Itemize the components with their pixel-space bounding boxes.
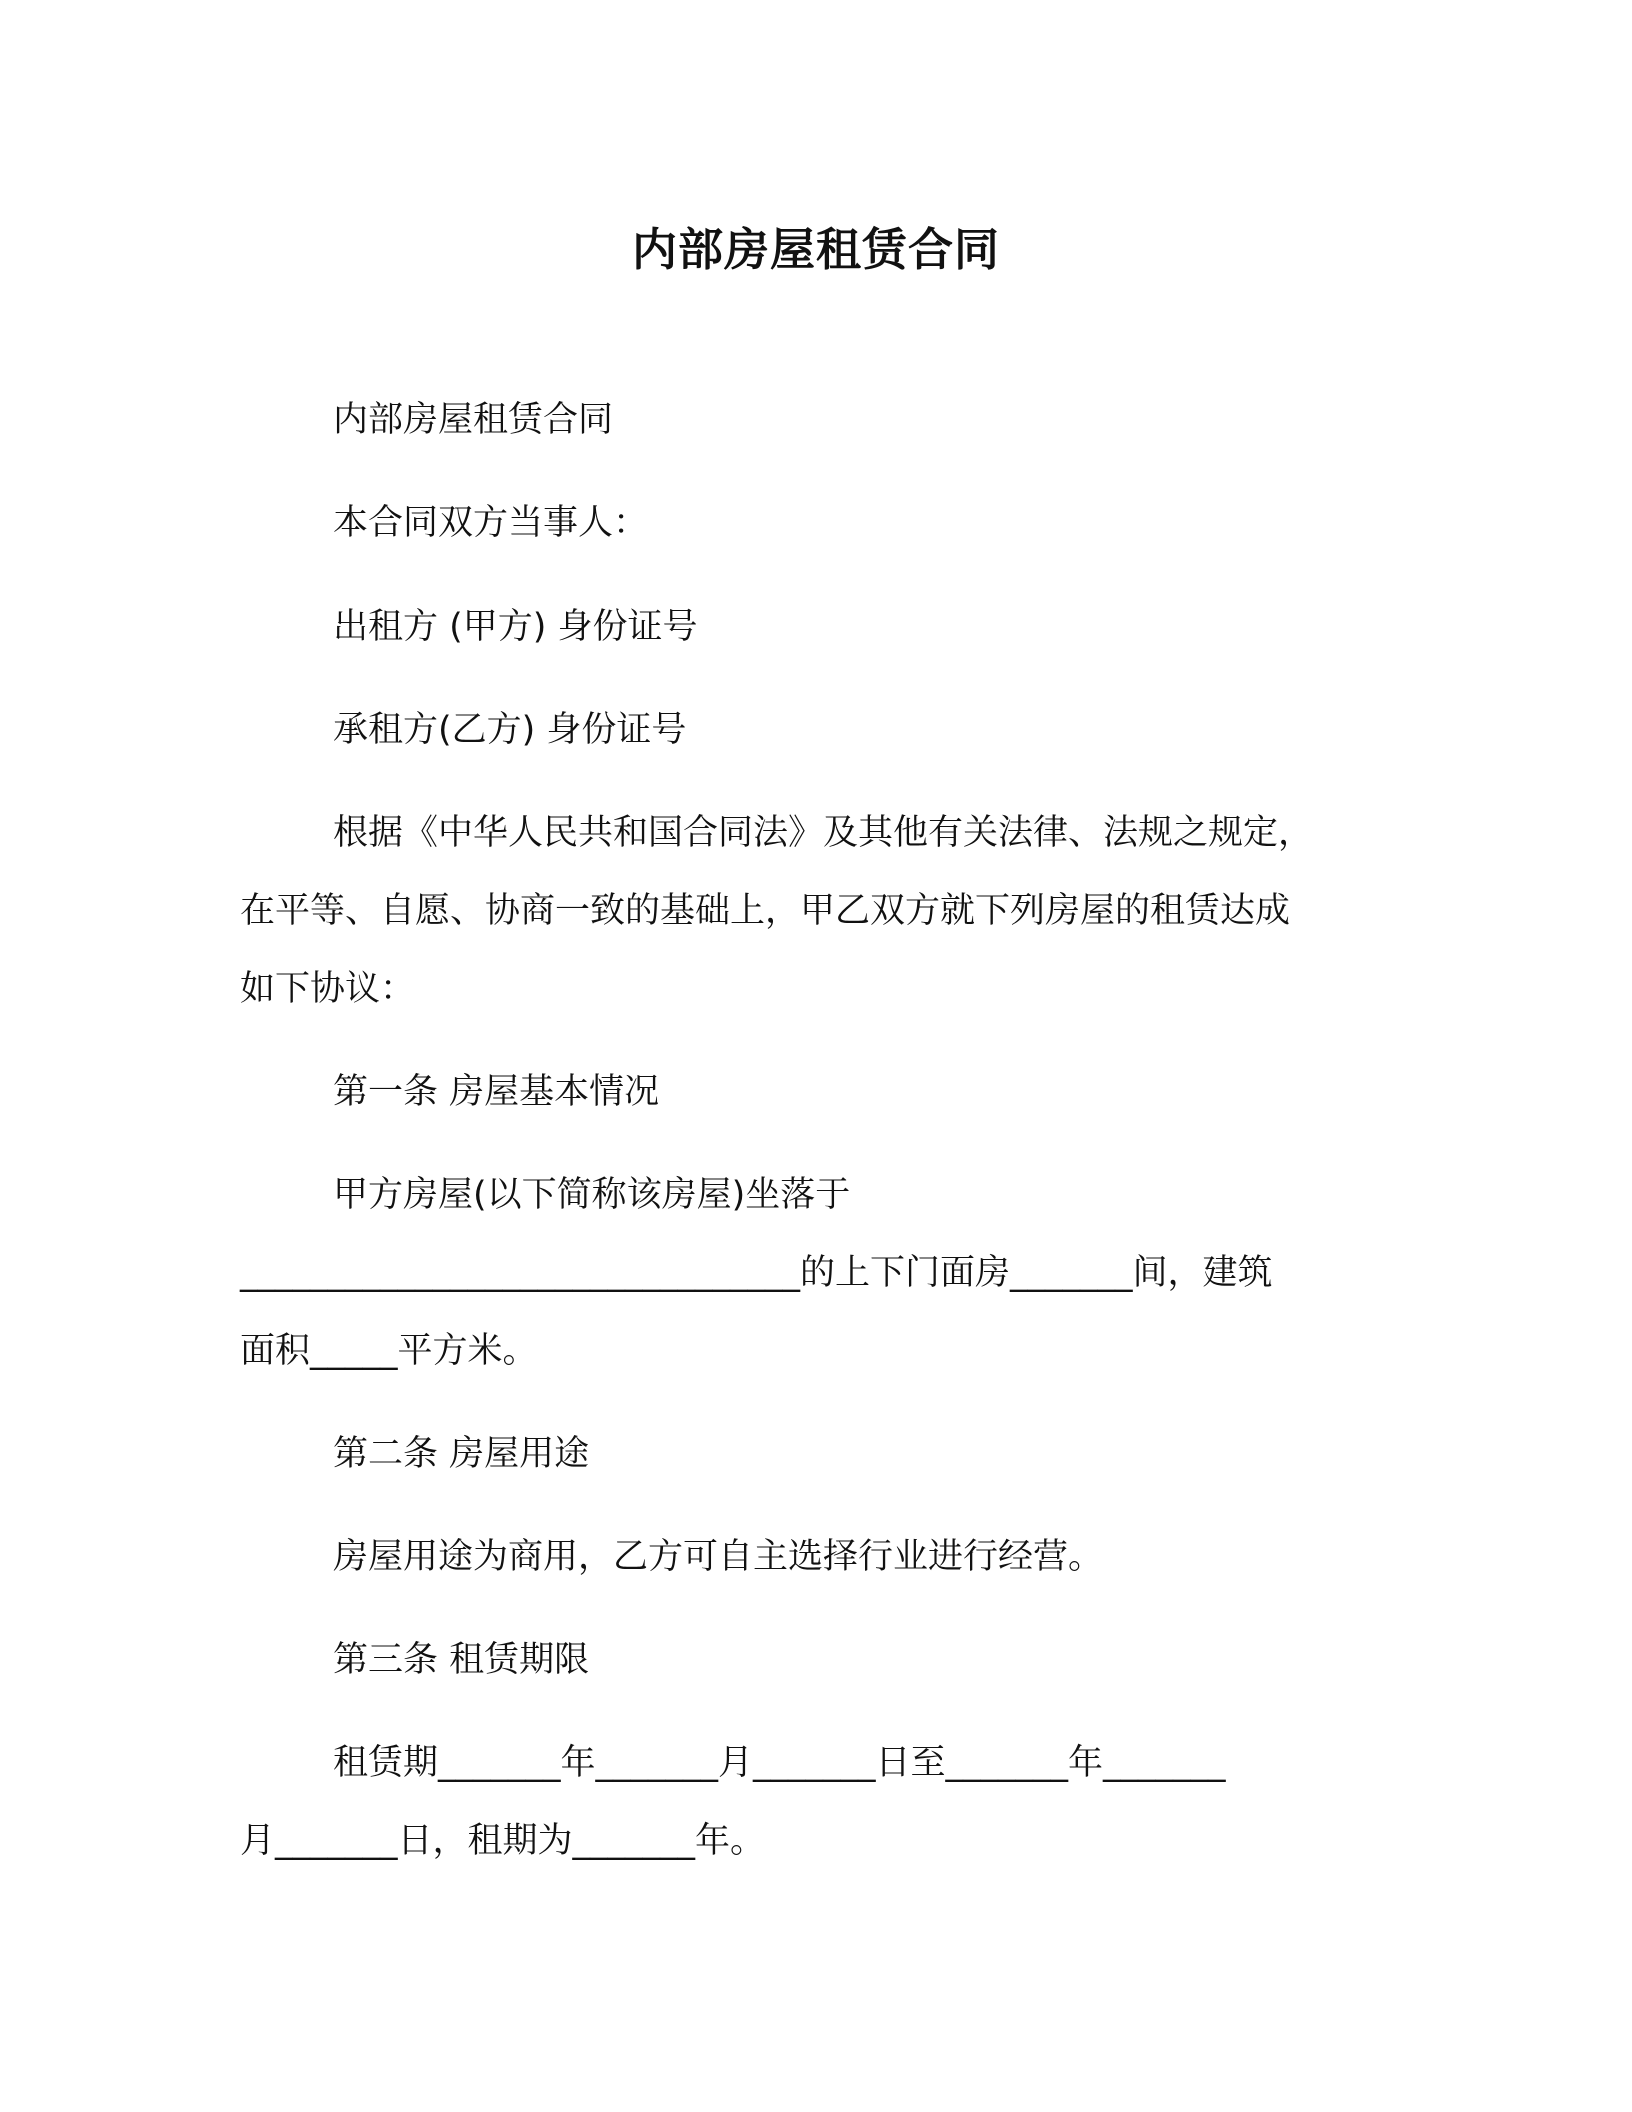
article-3-line-1: 租赁期_______年_______月_______日至_______年_______ (333, 1743, 1226, 1783)
article-1-heading: 第一条 房屋基本情况 (333, 1072, 660, 1112)
article-1-line-1: 甲方房屋(以下简称该房屋)坐落于 (333, 1175, 851, 1215)
document-title: 内部房屋租赁合同 (631, 223, 1000, 276)
article-3-line-2: 月_______日，租期为_______年。 (240, 1821, 766, 1861)
lessee-line: 承租方(乙方) 身份证号 (333, 710, 687, 750)
preamble-line-3: 如下协议： (240, 969, 416, 1009)
preamble-line-1: 根据《中华人民共和国合同法》及其他有关法律、法规之规定， (333, 813, 1314, 853)
lessor-line: 出租方 (甲方) 身份证号 (333, 607, 698, 647)
article-1-line-2: ________________________________的上下门面房_______间，建筑 (240, 1253, 1273, 1293)
parties-heading: 本合同双方当事人： (333, 503, 649, 543)
article-2-heading: 第二条 房屋用途 (333, 1434, 590, 1474)
preamble-line-2: 在平等、自愿、协商一致的基础上，甲乙双方就下列房屋的租赁达成 (240, 891, 1291, 931)
article-2-line-1: 房屋用途为商用，乙方可自主选择行业进行经营。 (333, 1537, 1104, 1577)
article-1-line-3: 面积_____平方米。 (240, 1331, 538, 1371)
article-3-heading: 第三条 租赁期限 (333, 1640, 590, 1680)
subtitle-line: 内部房屋租赁合同 (333, 400, 614, 440)
